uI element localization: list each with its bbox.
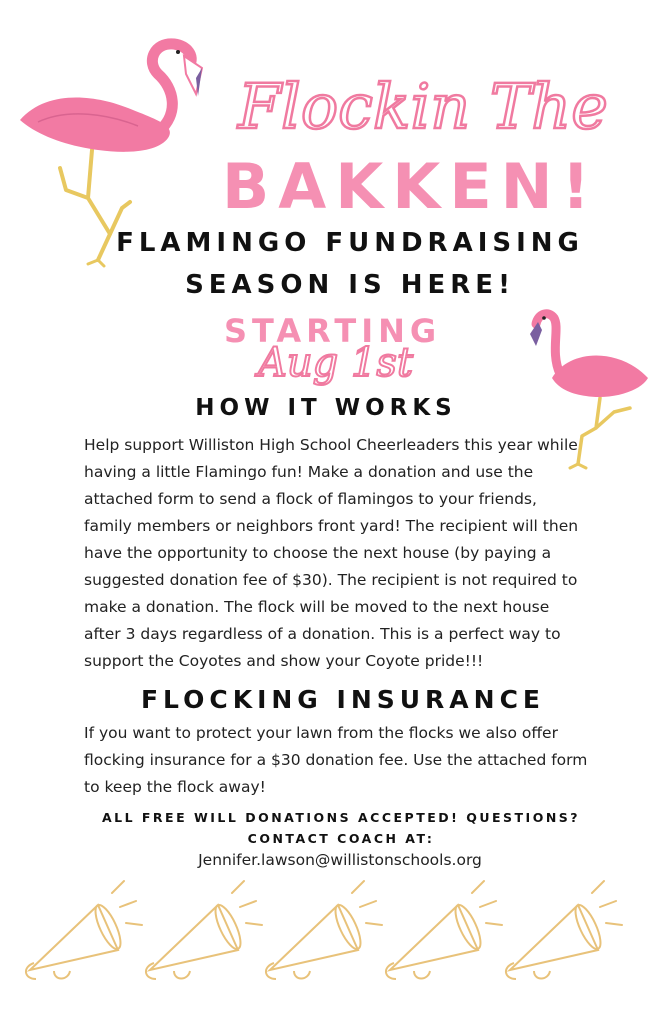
megaphone-icon (386, 881, 502, 979)
megaphone-row (0, 875, 663, 1015)
how-it-works-body: Help support Williston High School Cheerleaders this year while having a little Flamingo fun! Make a donation and use the attached form to send a flock of flamingos to your friends, family members or neighbors front yard! The recipient will then have the opportunity to choose the next house (by paying a suggested donation fee of $30). The recipient is not required to make a donation. The flock will be moved to the next house after 3 days regardless of a donation. This is a perfect way to support the Coyotes and show your Coyote pride!!! (84, 436, 579, 670)
megaphone-icon (146, 881, 262, 979)
subtitle-line-2: SEASON IS HERE! (185, 270, 515, 300)
starting-label: STARTING (224, 312, 442, 350)
contact-line-1: ALL FREE WILL DONATIONS ACCEPTED! QUESTIONS? (101, 810, 581, 825)
title-bakken: BAKKEN! (222, 150, 599, 223)
insurance-heading: FLOCKING INSURANCE (140, 685, 545, 714)
insurance-body: If you want to protect your lawn from the flocks we also offer flocking insurance for a $30 donation fee. Use the attached form to keep the flock away! (84, 724, 588, 796)
how-it-works-heading: HOW IT WORKS (195, 395, 457, 421)
megaphone-icon (26, 881, 142, 979)
megaphone-icon (266, 881, 382, 979)
title-script: Flockin The (238, 70, 608, 143)
subtitle-line-1: FLAMINGO FUNDRAISING (116, 228, 584, 258)
contact-email[interactable]: Jennifer.lawson@willistonschools.org (198, 851, 482, 869)
start-date: Aug 1st (258, 340, 414, 386)
megaphone-icon (506, 881, 622, 979)
contact-line-2: CONTACT COACH AT: (247, 831, 435, 846)
